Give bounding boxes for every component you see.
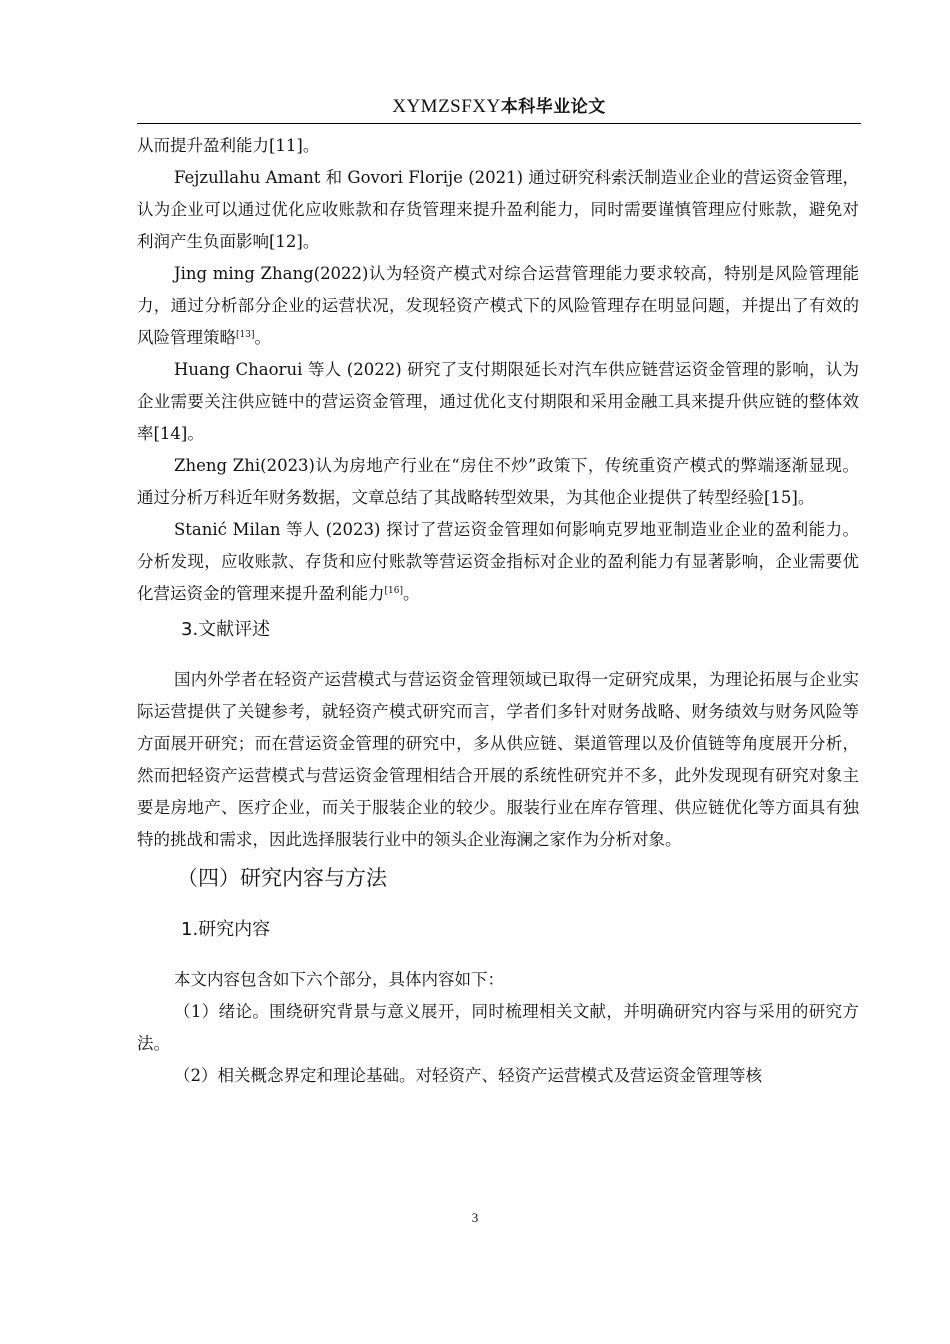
heading-section-4: （四）研究内容与方法 <box>177 866 387 890</box>
citation-16: [16] <box>384 586 403 596</box>
paragraph-intro-list: 本文内容包含如下六个部分，具体内容如下： <box>174 970 504 989</box>
paragraph-continuation: 从而提升盈利能力[11]。 <box>137 136 320 155</box>
paragraph-review: 国内外学者在轻资产运营模式与营运资金管理领域已取得一定研究成果，为理论拓展与企业实际运营提供了关键参考，就轻资产模式研究而言，学者们多针对财务战略、财务绩效与财务风险等方面展开研究；而在营运资金管理的研究中，多从供应链、渠道管理以及价值链等角度展开分析，然而把轻资产运营模式与营运资金管理相结合开展的系统性研究并不多，此外发现现有研究对象主要是房地产、医疗企业，而关于服装企业的较少。服装行业在库存管理、供应链优化等方面具有独特的挑战和需求，因此选择服装行业中的领头企业海澜之家作为分析对象。 <box>137 670 859 849</box>
paragraph-zhang-end: 。 <box>254 328 271 347</box>
header-rule <box>137 123 861 124</box>
paragraph-fejzullahu: Fejzullahu Amant 和 Govori Florije (2021) 通过研究科索沃制造业企业的营运资金管理，认为企业可以通过优化应收账款和存货管理来提升盈利能力，同时需要谨慎管理应付账款，避免对利润产生负面影响[12]。 <box>137 168 859 251</box>
paragraph-zhang <box>137 258 859 354</box>
list-item-1: （1）绪论。围绕研究背景与意义展开，同时梳理相关文献，并明确研究内容与采用的研究方法。 <box>137 1002 859 1053</box>
paragraph-stanic <box>137 514 859 610</box>
list-item-2: （2）相关概念界定和理论基础。对轻资产、轻资产运营模式及营运资金管理等核 <box>174 1066 762 1085</box>
citation-13: [13] <box>236 330 255 340</box>
paragraph-stanic-text: Stanić Milan 等人 (2023) 探讨了营运资金管理如何影响克罗地亚制造业企业的盈利能力。分析发现，应收账款、存货和应付账款等营运资金指标对企业的盈利能力有显著影响，企业需要优化营运资金的管理来提升盈利能力 <box>137 520 859 603</box>
header-chinese: 本科毕业论文 <box>500 97 606 117</box>
paragraph-zhang-text: Jing ming Zhang(2022)认为轻资产模式对综合运营管理能力要求较高，特别是风险管理能力，通过分析部分企业的运营状况，发现轻资产模式下的风险管理存在明显问题，并提出了有效的风险管理策略 <box>137 264 859 347</box>
paragraph-zheng: Zheng Zhi(2023)认为房地产行业在“房住不炒”政策下，传统重资产模式的弊端逐渐显现。通过分析万科近年财务数据，文章总结了其战略转型效果，为其他企业提供了转型经验[15]。 <box>137 456 859 507</box>
header-latin: XYMZSFXY <box>392 96 501 117</box>
paragraph-stanic-end: 。 <box>402 584 420 603</box>
page-number: 3 <box>471 1210 479 1225</box>
paragraph-huang: Huang Chaorui 等人 (2022) 研究了支付期限延长对汽车供应链营运资金管理的影响，认为企业需要关注供应链中的营运资金管理，通过优化支付期限和采用金融工具来提升供应链的整体效率[14]。 <box>137 360 859 443</box>
heading-research-content: 1.研究内容 <box>181 919 271 940</box>
running-header <box>138 92 860 121</box>
body-text <box>137 130 859 1092</box>
heading-literature-review: 3.文献评述 <box>181 619 271 640</box>
